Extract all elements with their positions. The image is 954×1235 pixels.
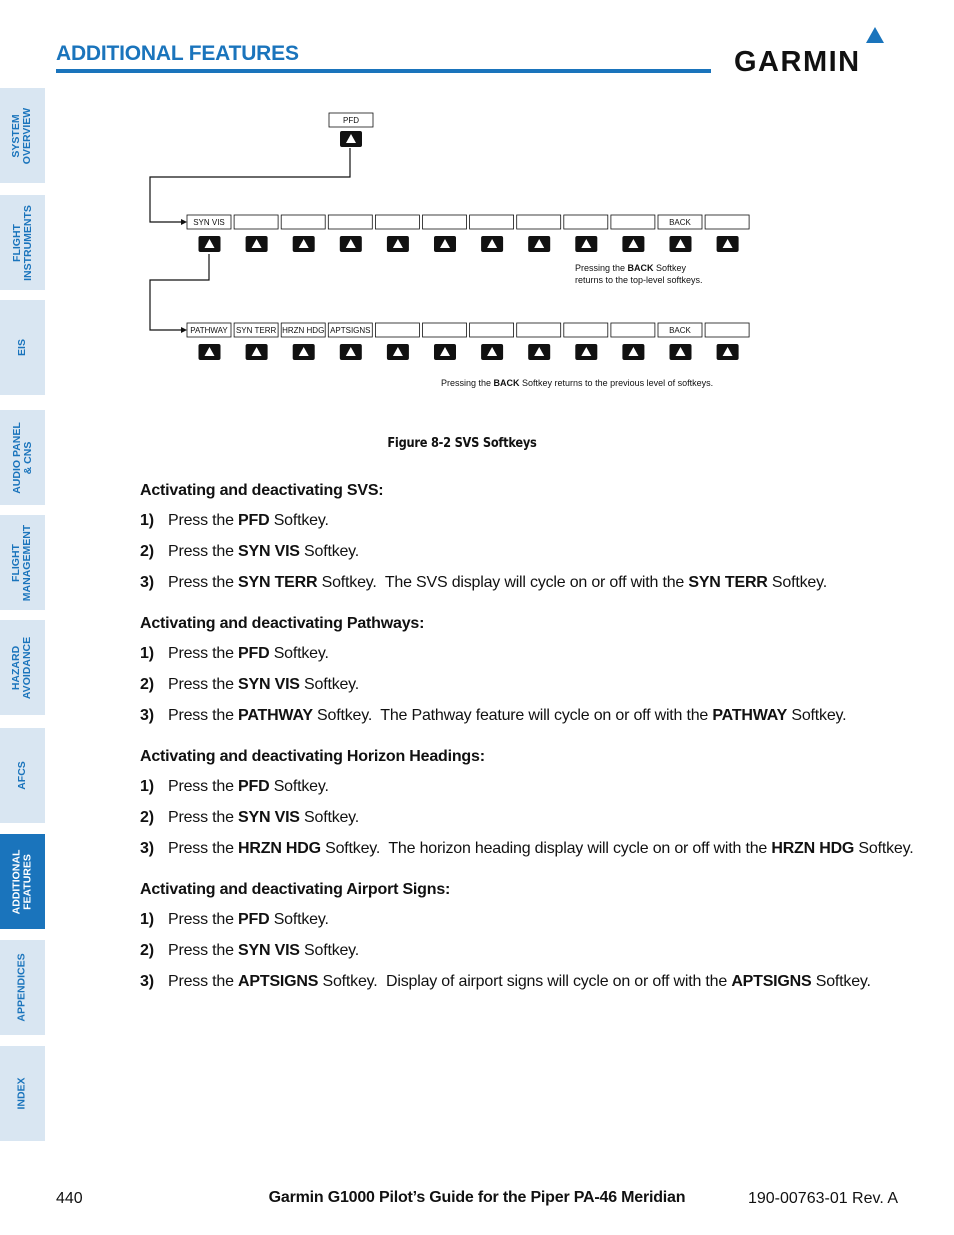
step-text [168, 541, 359, 572]
softkey-button[interactable] [481, 344, 503, 360]
softkey-label-box [234, 215, 278, 229]
step-number: 1) [140, 778, 154, 795]
softkey-name: PFD [238, 512, 270, 529]
softkey-button[interactable] [434, 344, 456, 360]
softkey-label-box [329, 113, 373, 127]
softkey-label-box [611, 215, 655, 229]
step-text-part: Press the [168, 840, 239, 857]
softkey-button[interactable] [622, 344, 644, 360]
softkey-button[interactable] [622, 236, 644, 252]
side-tab-label: AFCS [16, 761, 28, 790]
side-tab[interactable] [0, 1046, 45, 1141]
back-note-2: Pressing the BACK Softkey returns to the previous level of softkeys. [441, 378, 714, 388]
step-text-part: Softkey. The Pathway feature will cycle on or off with the [312, 707, 713, 724]
softkey-name: PATHWAY [238, 707, 313, 724]
softkey-name: HRZN HDG [238, 840, 321, 857]
step-text-part: Press the [168, 574, 239, 591]
side-tab[interactable] [0, 728, 45, 823]
side-tab[interactable] [0, 410, 45, 505]
softkey-label-box [423, 215, 467, 229]
step-number: 3) [140, 973, 154, 990]
softkey-label: APTSIGNS [330, 326, 371, 335]
softkey-label-box [611, 323, 655, 337]
step-item [140, 674, 930, 705]
softkey-label: BACK [669, 326, 691, 335]
softkey-label: PFD [343, 116, 359, 125]
softkey-label-box [517, 323, 561, 337]
softkey-name: APTSIGNS [238, 973, 319, 990]
softkey-label-box [423, 323, 467, 337]
step-text-part: Softkey. [269, 645, 329, 662]
softkey-label-box [375, 215, 419, 229]
back-note-1: Pressing the BACK Softkey [575, 263, 687, 273]
step-text-part: Press the [168, 707, 239, 724]
side-tab-label: SYSTEM OVERVIEW [10, 107, 34, 164]
arrowhead-icon [181, 219, 187, 225]
step-number: 1) [140, 911, 154, 928]
softkey-row-1 [187, 215, 749, 252]
step-text [168, 838, 913, 869]
softkey-name: SYN VIS [238, 543, 300, 560]
softkey-label-box [281, 215, 325, 229]
softkey-name: SYN VIS [238, 809, 300, 826]
side-tab[interactable] [0, 515, 45, 610]
softkey-label-box [328, 215, 372, 229]
page-section-title: ADDITIONAL FEATURES [56, 42, 299, 65]
softkey-label-box [375, 323, 419, 337]
step-number: 1) [140, 512, 154, 529]
step-item [140, 541, 930, 572]
step-text-part: Press the [168, 645, 239, 662]
step-item [140, 807, 930, 838]
step-text-part: Press the [168, 973, 239, 990]
softkey-button[interactable] [199, 344, 221, 360]
footer-title: Garmin G1000 Pilot’s Guide for the Piper PA-46 Meridian [268, 1189, 686, 1206]
step-number: 2) [140, 676, 154, 693]
softkey-label-box [187, 215, 231, 229]
softkey-button[interactable] [575, 236, 597, 252]
softkey-button[interactable] [575, 344, 597, 360]
step-text [168, 807, 359, 838]
step-text-part: Press the [168, 512, 239, 529]
softkey-button[interactable] [246, 344, 268, 360]
side-tab-label: INDEX [16, 1077, 28, 1110]
step-text-part: Press the [168, 809, 239, 826]
step-text [168, 940, 359, 971]
side-tab[interactable] [0, 300, 45, 395]
softkey-label-box [470, 323, 514, 337]
step-item [140, 909, 930, 940]
side-tab-label: APPENDICES [16, 953, 29, 1022]
softkey-button[interactable] [340, 344, 362, 360]
back-note-1-line2: returns to the top-level softkeys. [575, 275, 703, 285]
softkey-label-box [564, 215, 608, 229]
step-text [168, 776, 329, 807]
step-text-part: Softkey. [767, 574, 827, 591]
step-text [168, 510, 329, 541]
softkey-label-box [658, 215, 702, 229]
side-tab-label: FLIGHT INSTRUMENTS [10, 204, 34, 281]
step-number: 2) [140, 809, 154, 826]
softkey-row-2 [187, 323, 749, 360]
side-tab-label: HAZARD AVOIDANCE [10, 636, 34, 699]
side-tab-label: FLIGHT MANAGEMENT [10, 524, 34, 601]
softkey-button[interactable] [199, 236, 221, 252]
softkey-name: SYN TERR [238, 574, 318, 591]
side-tab-label: EIS [16, 339, 28, 356]
side-tab-label: AUDIO PANEL & CNS [10, 421, 34, 494]
softkey-button[interactable] [717, 344, 739, 360]
softkey-button[interactable] [717, 236, 739, 252]
softkey-label: SYN TERR [235, 326, 277, 335]
softkey-label: SYN VIS [193, 218, 225, 227]
step-item [140, 838, 930, 869]
pfd-softkey-group [329, 113, 373, 147]
softkey-button[interactable] [670, 344, 692, 360]
step-text-part: Softkey. [269, 778, 329, 795]
step-text-part: Softkey. [811, 973, 871, 990]
softkey-name: APTSIGNS [731, 973, 812, 990]
page-number: 440 [56, 1190, 83, 1207]
step-text [168, 971, 871, 1002]
softkey-label-box [517, 215, 561, 229]
softkey-name: PFD [238, 911, 270, 928]
section-heading: Activating and deactivating Pathways: [140, 615, 425, 632]
step-text-part: Softkey. [299, 543, 360, 560]
step-text-part: Softkey. [299, 942, 360, 959]
step-text-part: Softkey. The SVS display will cycle on or off with the [317, 574, 689, 591]
side-tab[interactable] [0, 834, 45, 929]
section-heading: Activating and deactivating Airport Signs: [140, 881, 451, 898]
softkey-button[interactable] [293, 344, 315, 360]
step-number: 3) [140, 707, 154, 724]
step-item [140, 776, 930, 807]
step-text [168, 572, 827, 603]
softkey-label-box [328, 323, 372, 337]
step-number: 2) [140, 543, 154, 560]
softkey-label: HRZN HDG [282, 326, 325, 335]
softkey-button[interactable] [387, 344, 409, 360]
side-tab[interactable] [0, 88, 45, 183]
step-number: 1) [140, 645, 154, 662]
step-text-part: Press the [168, 676, 239, 693]
step-item [140, 510, 930, 541]
step-text [168, 674, 359, 705]
step-text [168, 643, 329, 674]
softkey-button[interactable] [528, 344, 550, 360]
step-item [140, 705, 930, 736]
softkey-name: HRZN HDG [771, 840, 855, 857]
softkey-button[interactable] [481, 236, 503, 252]
softkey-name: PFD [238, 645, 270, 662]
side-tab[interactable] [0, 940, 45, 1035]
softkey-label-box [234, 323, 278, 337]
step-text-part: Softkey. [269, 512, 329, 529]
section-heading: Activating and deactivating SVS: [140, 482, 384, 499]
step-text-part: Press the [168, 942, 239, 959]
softkey-button[interactable] [387, 236, 409, 252]
softkey-label: BACK [669, 218, 691, 227]
instructions [140, 482, 930, 1002]
softkey-label-box [705, 215, 749, 229]
step-text-part: Softkey. [299, 809, 360, 826]
step-text-part: Press the [168, 778, 239, 795]
step-number: 2) [140, 942, 154, 959]
softkey-button[interactable] [340, 131, 362, 147]
softkey-button[interactable] [246, 236, 268, 252]
step-text-part: Press the [168, 543, 239, 560]
step-item [140, 643, 930, 674]
softkey-button[interactable] [528, 236, 550, 252]
softkey-name: SYN VIS [238, 676, 300, 693]
doc-number: 190-00763-01 Rev. A [747, 1190, 898, 1207]
softkey-button[interactable] [434, 236, 456, 252]
side-tab-label: ADDITIONAL FEATURES [10, 849, 34, 914]
softkey-diagram [140, 105, 780, 405]
step-item [140, 971, 930, 1002]
side-tab[interactable] [0, 195, 45, 290]
logo-wordmark: GARMIN [734, 46, 861, 76]
section-heading: Activating and deactivating Horizon Headings: [140, 748, 485, 765]
softkey-label-box [564, 323, 608, 337]
softkey-label-box [705, 323, 749, 337]
step-text-part: Softkey. [854, 840, 914, 857]
softkey-name: PATHWAY [712, 707, 788, 724]
softkey-label: PATHWAY [190, 326, 228, 335]
step-text-part: Softkey. [269, 911, 329, 928]
garmin-logo [732, 26, 900, 76]
softkey-button[interactable] [293, 236, 315, 252]
step-text-part: Press the [168, 911, 239, 928]
softkey-name: PFD [238, 778, 270, 795]
softkey-name: SYN TERR [688, 574, 768, 591]
step-text-part: Softkey. Display of airport signs will cycle on or off with the [318, 973, 732, 990]
softkey-button[interactable] [340, 236, 362, 252]
step-item [140, 940, 930, 971]
side-tab[interactable] [0, 620, 45, 715]
step-text [168, 909, 329, 940]
step-text-part: Softkey. [299, 676, 360, 693]
step-item [140, 572, 930, 603]
step-text-part: Softkey. The horizon heading display will cycle on or off with the [320, 840, 772, 857]
garmin-triangle-icon [866, 27, 884, 43]
step-number: 3) [140, 840, 154, 857]
step-text [168, 705, 846, 736]
softkey-label-box [658, 323, 702, 337]
softkey-label-box [187, 323, 231, 337]
arrowhead-icon [181, 327, 187, 333]
softkey-label-box [281, 323, 325, 337]
step-text-part: Softkey. [787, 707, 847, 724]
figure-caption: Figure 8-2 SVS Softkeys [387, 436, 537, 451]
softkey-name: SYN VIS [238, 942, 300, 959]
header-rule [56, 69, 711, 73]
softkey-button[interactable] [670, 236, 692, 252]
step-number: 3) [140, 574, 154, 591]
softkey-label-box [470, 215, 514, 229]
